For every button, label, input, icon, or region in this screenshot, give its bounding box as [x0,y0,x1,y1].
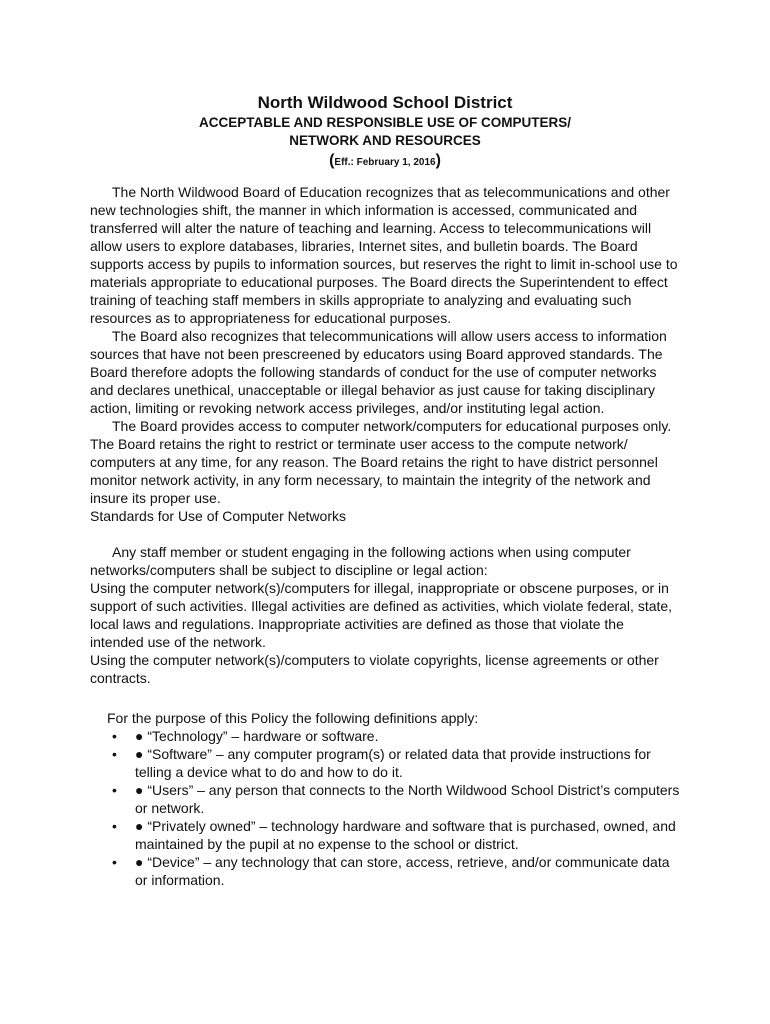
paragraph-2: The Board also recognizes that telecommunications will allow users access to information sources that have not been prescreened by educators using Board approved standards. The Board therefore adopts the following standards of conduct for the use of computer networks and declares unethical, unacceptable or illegal behavior as just cause for taking disciplinary action, limiting or revoking network access privileges, and/or instituting legal action. [90,328,667,416]
bullet-outer: • [112,854,117,870]
definition-text: “Users” – any person that connects to the North Wildwood School District’s computers or network. [135,782,680,816]
definition-item [90,781,680,817]
definition-item [90,727,680,745]
paragraph-6: Using the computer network(s)/computers to violate copyrights, license agreements or other contracts. [90,652,659,686]
definitions-list [90,727,680,889]
document-header [0,92,770,174]
paragraph-5: Using the computer network(s)/computers for illegal, inappropriate or obscene purposes, or in support of such activities. Illegal activities are defined as activities, which violate federal, state, local laws and regulations. Inappropriate activities are defined as those that violate the intended use of the network. [90,580,673,650]
policy-title-line1: ACCEPTABLE AND RESPONSIBLE USE OF COMPUTERS/ [198,115,572,130]
paragraph-4: Any staff member or student engaging in the following actions when using computer networks/computers shall be subject to discipline or legal action: [90,544,631,578]
bullet-outer: • [112,746,117,762]
document-body [90,183,680,889]
paragraph-1: The North Wildwood Board of Education recognizes that as telecommunications and other new technologies shift, the manner in which information is accessed, communicated and transferred will alter the nature of teaching and learning. Access to telecommunications will allow users to explore databases, libraries, Internet sites, and bulletin boards. The Board supports access by pupils to information sources, but reserves the right to limit in-school use to materials appropriate to educational purposes. The Board directs the Superintendent to effect training of teaching staff members in skills appropriate to analyzing and evaluating such resources as to appropriateness for educational purposes. [90,184,678,326]
definition-item [90,745,680,781]
bullet-inner: ● [135,746,144,762]
bullet-inner: ● [135,782,144,798]
district-title: North Wildwood School District [257,93,513,112]
definition-text: “Device” – any technology that can store, access, retrieve, and/or communicate data or information. [135,854,670,888]
spacer [90,687,680,705]
paragraph-3: The Board provides access to computer network/computers for educational purposes only. The Board retains the right to restrict or terminate user access to the compute network/ computers at any time, for any reason. The Board retains the right to have district personnel monitor network activity, in any form necessary, to maintain the integrity of the network and insure its proper use. [90,418,672,506]
bullet-outer: • [112,818,117,834]
definition-text: “Software” – any computer program(s) or related data that provide instructions for telling a device what to do and how to do it. [135,746,651,780]
definition-text: “Privately owned” – technology hardware and software that is purchased, owned, and maintained by the pupil at no expense to the school or district. [135,818,676,852]
definition-item [90,817,680,853]
bullet-inner: ● [135,728,144,744]
effective-date-text: Eff.: February 1, 2016 [334,157,436,168]
definition-text: “Technology” – hardware or software. [147,728,379,744]
bullet-inner: ● [135,818,144,834]
spacer [90,525,680,543]
effective-date: (Eff.: February 1, 2016) [329,152,441,169]
definition-item [90,853,680,889]
policy-title-line2: NETWORK AND RESOURCES [289,133,481,148]
definitions-intro: For the purpose of this Policy the following definitions apply: [107,710,479,726]
standards-heading: Standards for Use of Computer Networks [90,508,346,524]
bullet-outer: • [112,782,117,798]
bullet-inner: ● [135,854,144,870]
bullet-outer: • [112,728,117,744]
